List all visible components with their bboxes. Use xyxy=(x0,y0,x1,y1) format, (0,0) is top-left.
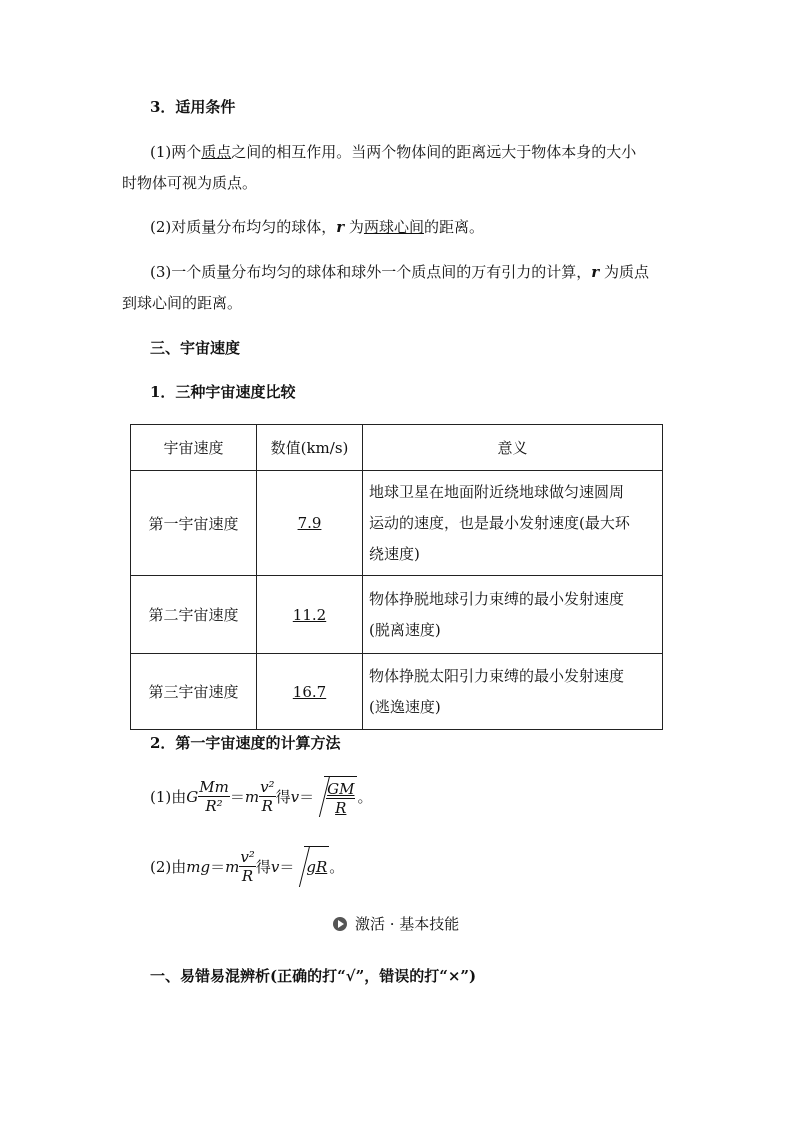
desc-line: 物体挣脱太阳引力束缚的最小发射速度 xyxy=(369,666,625,685)
fraction xyxy=(259,778,276,815)
desc-line: (逃逸速度) xyxy=(369,697,441,716)
numerator: v² xyxy=(240,848,255,866)
value-text: 16.7 xyxy=(292,682,327,701)
speed-name: 第二宇宙速度 xyxy=(131,576,257,654)
header-cell: 意义 xyxy=(363,425,663,471)
table-header-row xyxy=(131,425,663,471)
formula-2 xyxy=(150,846,344,887)
symbol: v xyxy=(290,787,300,806)
section-heading-conditions: 3．适用条件 xyxy=(150,98,236,116)
symbol: ＝ xyxy=(299,787,315,806)
symbol: ＝ xyxy=(210,857,226,876)
speed-value xyxy=(257,471,363,576)
speed-description xyxy=(363,576,663,654)
text: (1)两个 xyxy=(150,143,202,161)
text: 。 xyxy=(357,787,373,806)
header-cell: 宇宙速度 xyxy=(131,425,257,471)
denominator: R xyxy=(241,867,254,885)
fraction xyxy=(326,780,355,817)
speed-description xyxy=(363,471,663,576)
formula-1 xyxy=(150,776,372,817)
condition-item-3-line-2: 到球心间的距离。 xyxy=(122,294,243,312)
cosmic-speed-table xyxy=(130,424,663,730)
text: 得 xyxy=(275,787,291,806)
table-row xyxy=(131,576,663,654)
numerator: v² xyxy=(260,778,275,796)
sqrt-sign xyxy=(314,776,357,817)
banner-label: 激活 · 基本技能 xyxy=(355,915,460,933)
symbol: v xyxy=(270,857,280,876)
text: 。 xyxy=(329,857,345,876)
var-r: r xyxy=(591,263,600,281)
speed-value xyxy=(257,654,363,730)
text: 为质点 xyxy=(599,263,649,281)
text: 得 xyxy=(255,857,271,876)
subheading-comparison: 1．三种宇宙速度比较 xyxy=(150,383,296,401)
desc-line: 地球卫星在地面附近绕地球做匀速圆周 xyxy=(369,482,625,501)
text: (2)对质量分布均匀的球体， xyxy=(150,218,337,236)
text: (2)由 xyxy=(150,857,187,876)
table-row xyxy=(131,471,663,576)
speed-description xyxy=(363,654,663,730)
sqrt-sign xyxy=(294,846,329,887)
table-row xyxy=(131,654,663,730)
section-heading-cosmic: 三、宇宙速度 xyxy=(150,339,241,357)
blank-answer: 两球心间 xyxy=(363,218,424,236)
text: 的距离。 xyxy=(423,218,484,236)
play-icon xyxy=(333,917,347,931)
section-heading-skills: 一、易错易混辨析(正确的打“√”，错误的打“×”) xyxy=(150,967,477,985)
condition-item-1-line-1 xyxy=(150,141,636,163)
symbol: ＝ xyxy=(229,787,245,806)
condition-item-2 xyxy=(150,216,484,238)
fraction xyxy=(198,778,230,815)
var-r: r xyxy=(336,218,345,236)
fraction xyxy=(239,848,256,885)
text: (3)一个质量分布均匀的球体和球外一个质点间的万有引力的计算， xyxy=(150,263,592,281)
desc-line: (脱离速度) xyxy=(369,620,441,639)
value-text: 11.2 xyxy=(292,605,327,624)
numerator: GM xyxy=(327,779,355,798)
section-banner xyxy=(333,913,459,934)
condition-item-3-line-1 xyxy=(150,261,649,283)
speed-name: 第一宇宙速度 xyxy=(131,471,257,576)
blank-answer: 质点 xyxy=(201,143,232,161)
denominator: R² xyxy=(205,797,223,815)
desc-line: 运动的速度，也是最小发射速度(最大环 xyxy=(369,513,630,532)
value-text: 7.9 xyxy=(297,514,322,532)
condition-item-1-line-2: 时物体可视为质点。 xyxy=(122,174,258,192)
text: 为 xyxy=(344,218,364,236)
symbol: m xyxy=(225,857,240,876)
subheading-method: 2．第一宇宙速度的计算方法 xyxy=(150,734,341,752)
text: (1)由 xyxy=(150,787,187,806)
symbol: m xyxy=(244,787,260,806)
symbol: G xyxy=(186,787,199,806)
denominator: R xyxy=(261,797,273,815)
radicand xyxy=(324,776,357,817)
speed-name: 第三宇宙速度 xyxy=(131,654,257,730)
symbol: mg xyxy=(186,857,211,876)
header-cell: 数值(km/s) xyxy=(257,425,363,471)
radicand: gR xyxy=(304,846,329,887)
speed-value xyxy=(257,576,363,654)
symbol: ＝ xyxy=(279,857,295,876)
desc-line: 绕速度) xyxy=(369,544,420,563)
numerator: Mm xyxy=(199,778,229,796)
desc-line: 物体挣脱地球引力束缚的最小发射速度 xyxy=(369,589,625,608)
text: 之间的相互作用。当两个物体间的距离远大于物体本身的大小 xyxy=(231,143,637,161)
denominator: R xyxy=(335,798,347,817)
